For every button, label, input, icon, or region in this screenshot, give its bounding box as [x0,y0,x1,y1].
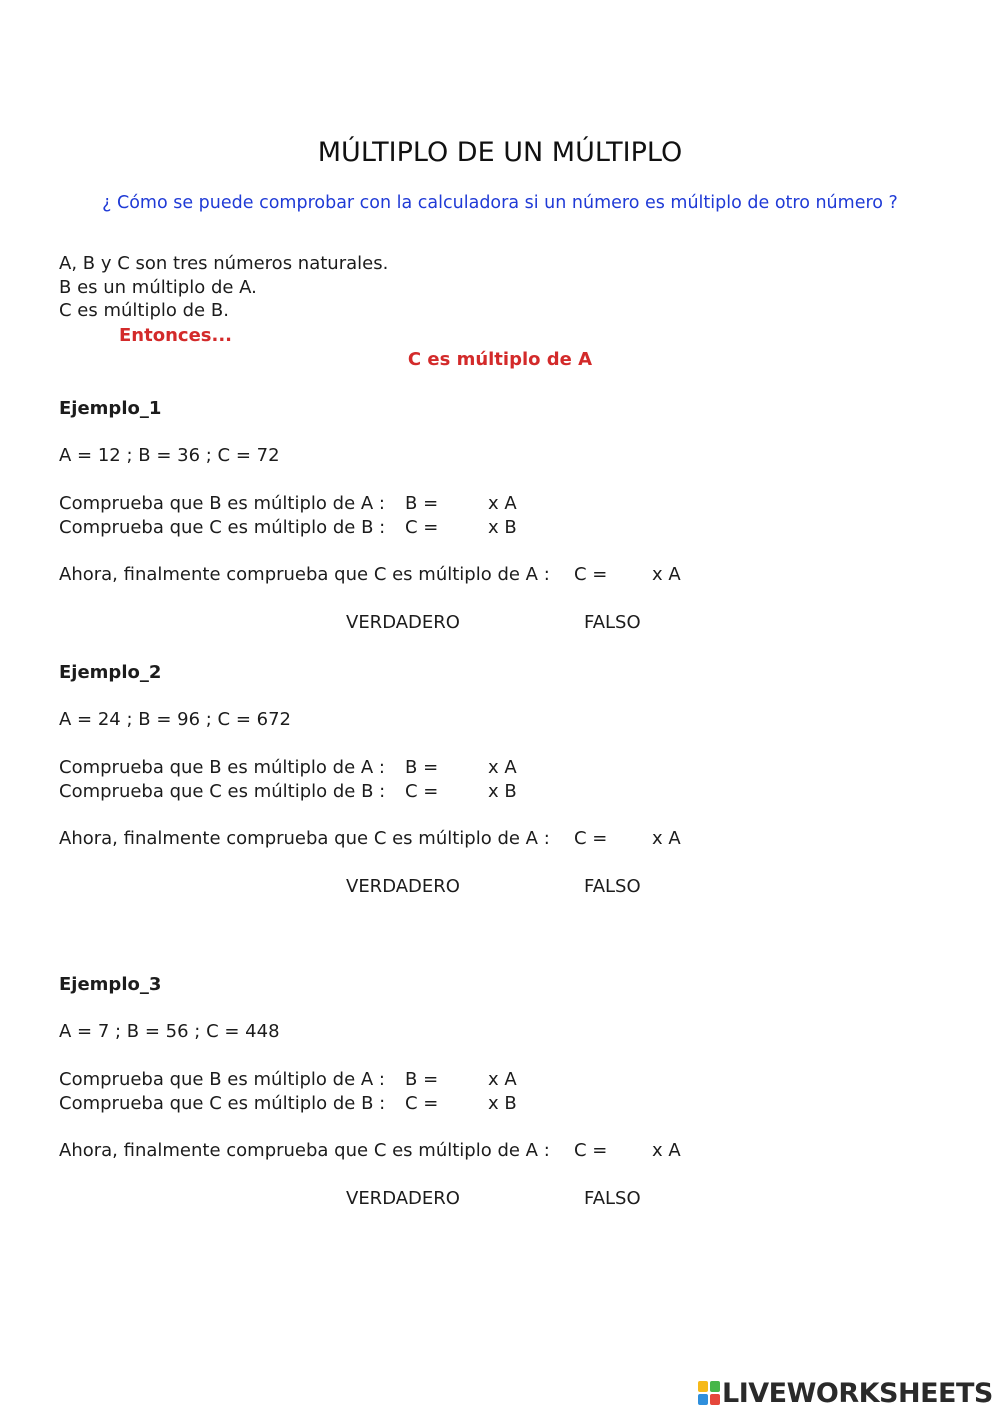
example-values: A = 24 ; B = 96 ; C = 672 [59,709,291,730]
intro-line-2: B es un múltiplo de A. [59,277,257,298]
check-c-answer-input[interactable] [440,781,484,803]
page-title: MÚLTIPLO DE UN MÚLTIPLO [317,137,683,168]
final-check-suffix: x A [652,1140,681,1161]
final-answer-input[interactable] [610,564,648,586]
example-values: A = 7 ; B = 56 ; C = 448 [59,1021,280,1042]
example-heading: Ejemplo_3 [59,974,162,995]
final-answer-input[interactable] [610,828,648,850]
check-b-label: Comprueba que B es múltiplo de A : [59,1069,385,1090]
true-option[interactable]: VERDADERO [346,612,460,633]
example-heading: Ejemplo_1 [59,398,162,419]
check-b-label: Comprueba que B es múltiplo de A : [59,493,385,514]
check-c-label: Comprueba que C es múltiplo de B : [59,517,386,538]
check-c-suffix: x B [488,1093,517,1114]
check-c-answer-input[interactable] [440,1093,484,1115]
final-check-label: Ahora, finalmente comprueba que C es múltiplo de A : [59,564,550,585]
final-check-eq: C = [574,828,608,849]
logo-square-yellow [698,1381,708,1392]
final-answer-input[interactable] [610,1140,648,1162]
check-b-eq: B = [405,493,439,514]
check-b-eq: B = [405,1069,439,1090]
check-b-suffix: x A [488,757,517,778]
logo-mark-icon [698,1381,720,1405]
conclusion-text: C es múltiplo de A [407,349,593,370]
intro-line-1: A, B y C son tres números naturales. [59,253,389,274]
intro-line-3: C es múltiplo de B. [59,300,229,321]
example-values: A = 12 ; B = 36 ; C = 72 [59,445,280,466]
logo-text: LIVEWORKSHEETS [722,1378,993,1409]
check-b-answer-input[interactable] [440,1069,484,1091]
check-b-answer-input[interactable] [440,493,484,515]
check-c-eq: C = [405,781,439,802]
check-b-label: Comprueba que B es múltiplo de A : [59,757,385,778]
final-check-suffix: x A [652,564,681,585]
final-check-label: Ahora, finalmente comprueba que C es múltiplo de A : [59,1140,550,1161]
check-c-eq: C = [405,517,439,538]
final-check-label: Ahora, finalmente comprueba que C es múltiplo de A : [59,828,550,849]
final-check-eq: C = [574,564,608,585]
check-c-suffix: x B [488,517,517,538]
example-heading: Ejemplo_2 [59,662,162,683]
true-option[interactable]: VERDADERO [346,876,460,897]
check-c-label: Comprueba que C es múltiplo de B : [59,1093,386,1114]
logo-square-red [710,1394,720,1405]
false-option[interactable]: FALSO [584,876,641,897]
check-c-label: Comprueba que C es múltiplo de B : [59,781,386,802]
check-b-suffix: x A [488,1069,517,1090]
logo-square-green [710,1381,720,1392]
false-option[interactable]: FALSO [584,612,641,633]
check-b-suffix: x A [488,493,517,514]
check-c-answer-input[interactable] [440,517,484,539]
entonces-text: Entonces... [119,325,233,346]
check-c-suffix: x B [488,781,517,802]
check-b-eq: B = [405,757,439,778]
false-option[interactable]: FALSO [584,1188,641,1209]
question-text: ¿ Cómo se puede comprobar con la calculadora si un número es múltiplo de otro número ? [102,193,898,213]
check-c-eq: C = [405,1093,439,1114]
true-option[interactable]: VERDADERO [346,1188,460,1209]
final-check-eq: C = [574,1140,608,1161]
final-check-suffix: x A [652,828,681,849]
logo-square-blue [698,1394,708,1405]
check-b-answer-input[interactable] [440,757,484,779]
